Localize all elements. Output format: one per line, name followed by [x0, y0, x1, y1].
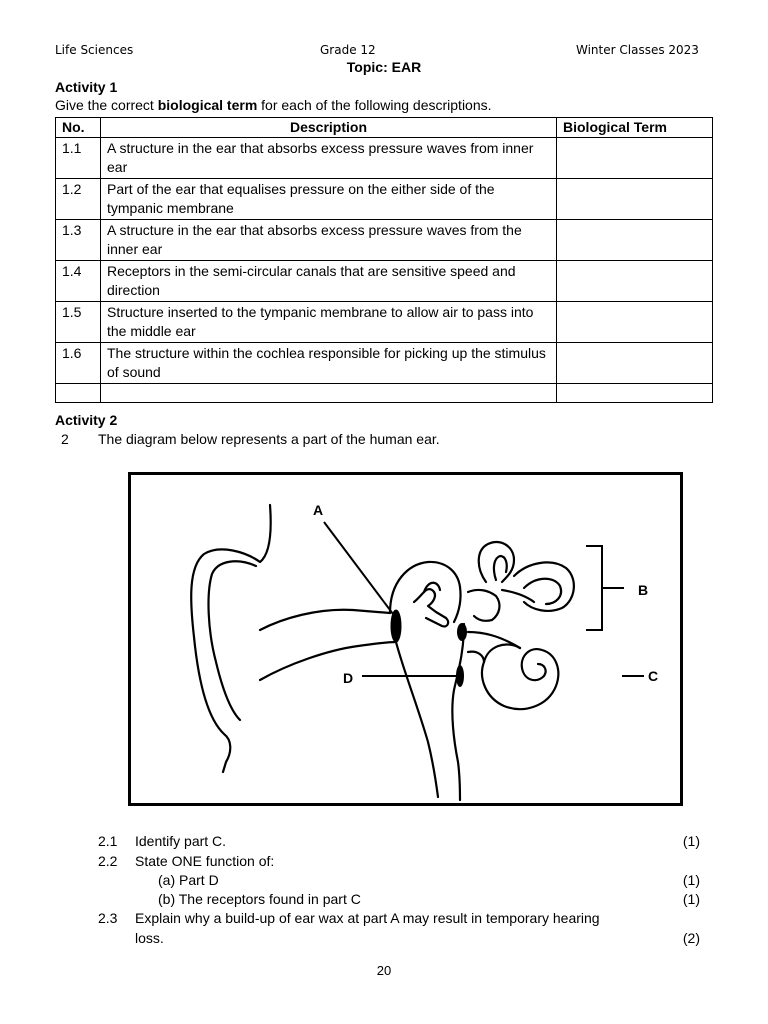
question-mark: (2): [682, 930, 700, 946]
page-title: Topic: EAR: [346, 59, 422, 75]
row-number: 1.4: [56, 261, 101, 302]
row-description: Part of the ear that equalises pressure on the either side of the tympanic membrane: [101, 179, 557, 220]
term-answer-cell[interactable]: [557, 220, 713, 261]
row-number: 1.5: [56, 302, 101, 343]
activity1-heading: Activity 1: [55, 79, 118, 95]
table-row: [56, 220, 713, 261]
table-row: [56, 302, 713, 343]
question-text: Explain why a build-up of ear wax at part A may result in temporary hearing: [135, 910, 600, 926]
activity1-instruction: Give the correct biological term for each of the following descriptions.: [55, 97, 492, 113]
label-a: A: [313, 502, 324, 518]
question-text: Identify part C.: [135, 833, 227, 849]
ear-diagram: [128, 472, 683, 806]
question-text: (a) Part D: [158, 872, 219, 888]
blank-cell: [101, 384, 557, 403]
column-header-description: Description: [101, 118, 557, 138]
row-number: 1.6: [56, 343, 101, 384]
table-row: [56, 343, 713, 384]
page-number: 20: [376, 963, 392, 978]
question-mark: (1): [682, 833, 700, 849]
question-number: 2.2: [98, 853, 118, 869]
row-number: 1.1: [56, 138, 101, 179]
row-description: Receptors in the semi-circular canals that are sensitive speed and direction: [101, 261, 557, 302]
question-mark: (1): [682, 872, 700, 888]
column-header-no: No.: [56, 118, 101, 138]
blank-cell[interactable]: [557, 384, 713, 403]
term-answer-cell[interactable]: [557, 261, 713, 302]
question-number: 2.1: [98, 833, 118, 849]
row-description: A structure in the ear that absorbs excess pressure waves from inner ear: [101, 138, 557, 179]
header-subject: Life Sciences: [55, 43, 134, 57]
terms-table: [55, 117, 713, 403]
table-header-row: [56, 118, 713, 138]
question-text: loss.: [135, 930, 164, 946]
label-c: C: [648, 668, 659, 684]
column-header-term: Biological Term: [557, 118, 713, 138]
question-text: State ONE function of:: [135, 853, 275, 869]
table-row: [56, 261, 713, 302]
label-b: B: [638, 582, 649, 598]
term-answer-cell[interactable]: [557, 302, 713, 343]
row-number: 1.2: [56, 179, 101, 220]
term-answer-cell[interactable]: [557, 179, 713, 220]
table-row-blank: [56, 384, 713, 403]
table-row: [56, 138, 713, 179]
row-number: 1.3: [56, 220, 101, 261]
row-description: Structure inserted to the tympanic membrane to allow air to pass into the middle ear: [101, 302, 557, 343]
header-session: Winter Classes 2023: [576, 43, 699, 57]
term-answer-cell[interactable]: [557, 343, 713, 384]
question-mark: (1): [682, 891, 700, 907]
header-grade: Grade 12: [320, 43, 376, 57]
label-d: D: [343, 670, 354, 686]
activity2-heading: Activity 2: [55, 412, 118, 428]
blank-cell: [56, 384, 101, 403]
oval-window-shape: [457, 623, 467, 641]
activity2-intro: The diagram below represents a part of the human ear.: [98, 431, 440, 447]
question-number: 2.3: [98, 910, 118, 926]
question-text: (b) The receptors found in part C: [158, 891, 361, 907]
row-description: The structure within the cochlea responsible for picking up the stimulus of sound: [101, 343, 557, 384]
table-row: [56, 179, 713, 220]
row-description: A structure in the ear that absorbs excess pressure waves from the inner ear: [101, 220, 557, 261]
term-answer-cell[interactable]: [557, 138, 713, 179]
activity2-question-number: 2: [61, 431, 69, 447]
